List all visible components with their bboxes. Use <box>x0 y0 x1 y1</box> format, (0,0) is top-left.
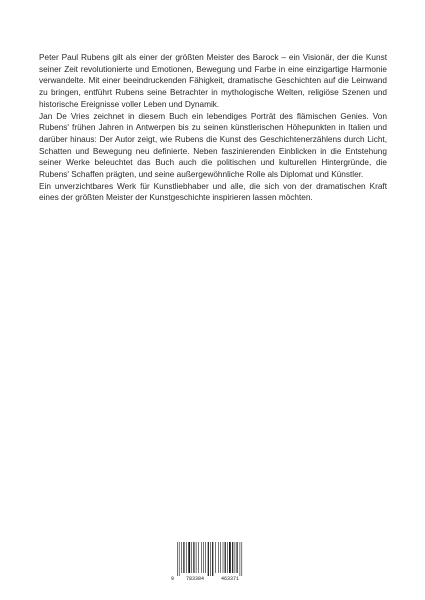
barcode-bar <box>227 542 228 573</box>
isbn-barcode <box>170 540 256 582</box>
barcode-graphic <box>170 540 256 582</box>
barcode-bar <box>198 542 199 573</box>
barcode-bar <box>179 542 180 576</box>
book-description <box>39 52 387 204</box>
barcode-bar <box>177 542 178 576</box>
barcode-bar <box>210 542 211 576</box>
barcode-bar <box>232 542 233 573</box>
barcode-bar <box>205 542 206 573</box>
barcode-digit-lead: 9 <box>171 576 175 582</box>
barcode-bar <box>191 542 192 573</box>
description-paragraph-1: Peter Paul Rubens gilt als einer der größten Meister des Barock – ein Visionär, der die Kunst seiner Zeit revolutionierte und Emotionen, Bewegung und Farbe in eine einzigartige Harmonie verwandelte. Mit einer beeindruckenden Fähigkeit, dramatische Geschichten auf die Leinwand zu bringen, entführt Rubens seine Betrachter in mythologische Welten, religiöse Szenen und historische Ereignisse voller Leben und Dynamik. <box>39 53 387 109</box>
barcode-bar <box>188 542 190 573</box>
barcode-bar <box>218 542 219 573</box>
barcode-bar <box>220 542 221 573</box>
barcode-bar <box>201 542 202 573</box>
barcode-bar <box>240 542 241 576</box>
barcode-digits-right: 463371 <box>220 576 240 582</box>
barcode-bar <box>235 542 236 573</box>
barcode-bar <box>193 542 194 573</box>
barcode-bar <box>196 542 197 573</box>
description-paragraph-2: Jan De Vries zeichnet in diesem Buch ein lebendiges Porträt des flämischen Genies. Von Rubens' frühen Jahren in Antwerpen bis zu seinen künstlerischen Höhepunkten in Italien und darüber hinaus: Der Autor zeigt, wie Rubens die Kunst des Geschichtenerzählens durch Licht, Schatten und Bewegung neu definierte. Neben faszinierenden Einblicken in die Entstehung seiner Werke beleuchtet das Buch auch die politischen und kulturellen Hintergründe, die Rubens' Schaffen prägten, und seine außergewöhnliche Rolle als Diplomat und Künstler. <box>39 111 387 180</box>
description-paragraph-3: Ein unverzichtbares Werk für Kunstliebhaber und alle, die sich von der dramatischen Kraft eines der größten Meister der Kunstgeschichte inspirieren lassen möchten. <box>39 181 387 203</box>
barcode-bar <box>242 542 243 576</box>
barcode-bar <box>208 542 209 576</box>
barcode-bar <box>225 542 226 573</box>
barcode-bar <box>229 542 231 573</box>
barcode-bar <box>215 542 216 573</box>
barcode-bar <box>237 542 238 573</box>
barcode-bar <box>212 542 213 576</box>
barcode-bar <box>181 542 182 573</box>
barcode-bar <box>186 542 187 573</box>
barcode-bar <box>223 542 224 573</box>
barcode-digits-left: 783384 <box>185 576 205 582</box>
barcode-bar <box>203 542 204 573</box>
barcode-bar <box>183 542 184 573</box>
barcode-bars <box>177 542 242 576</box>
